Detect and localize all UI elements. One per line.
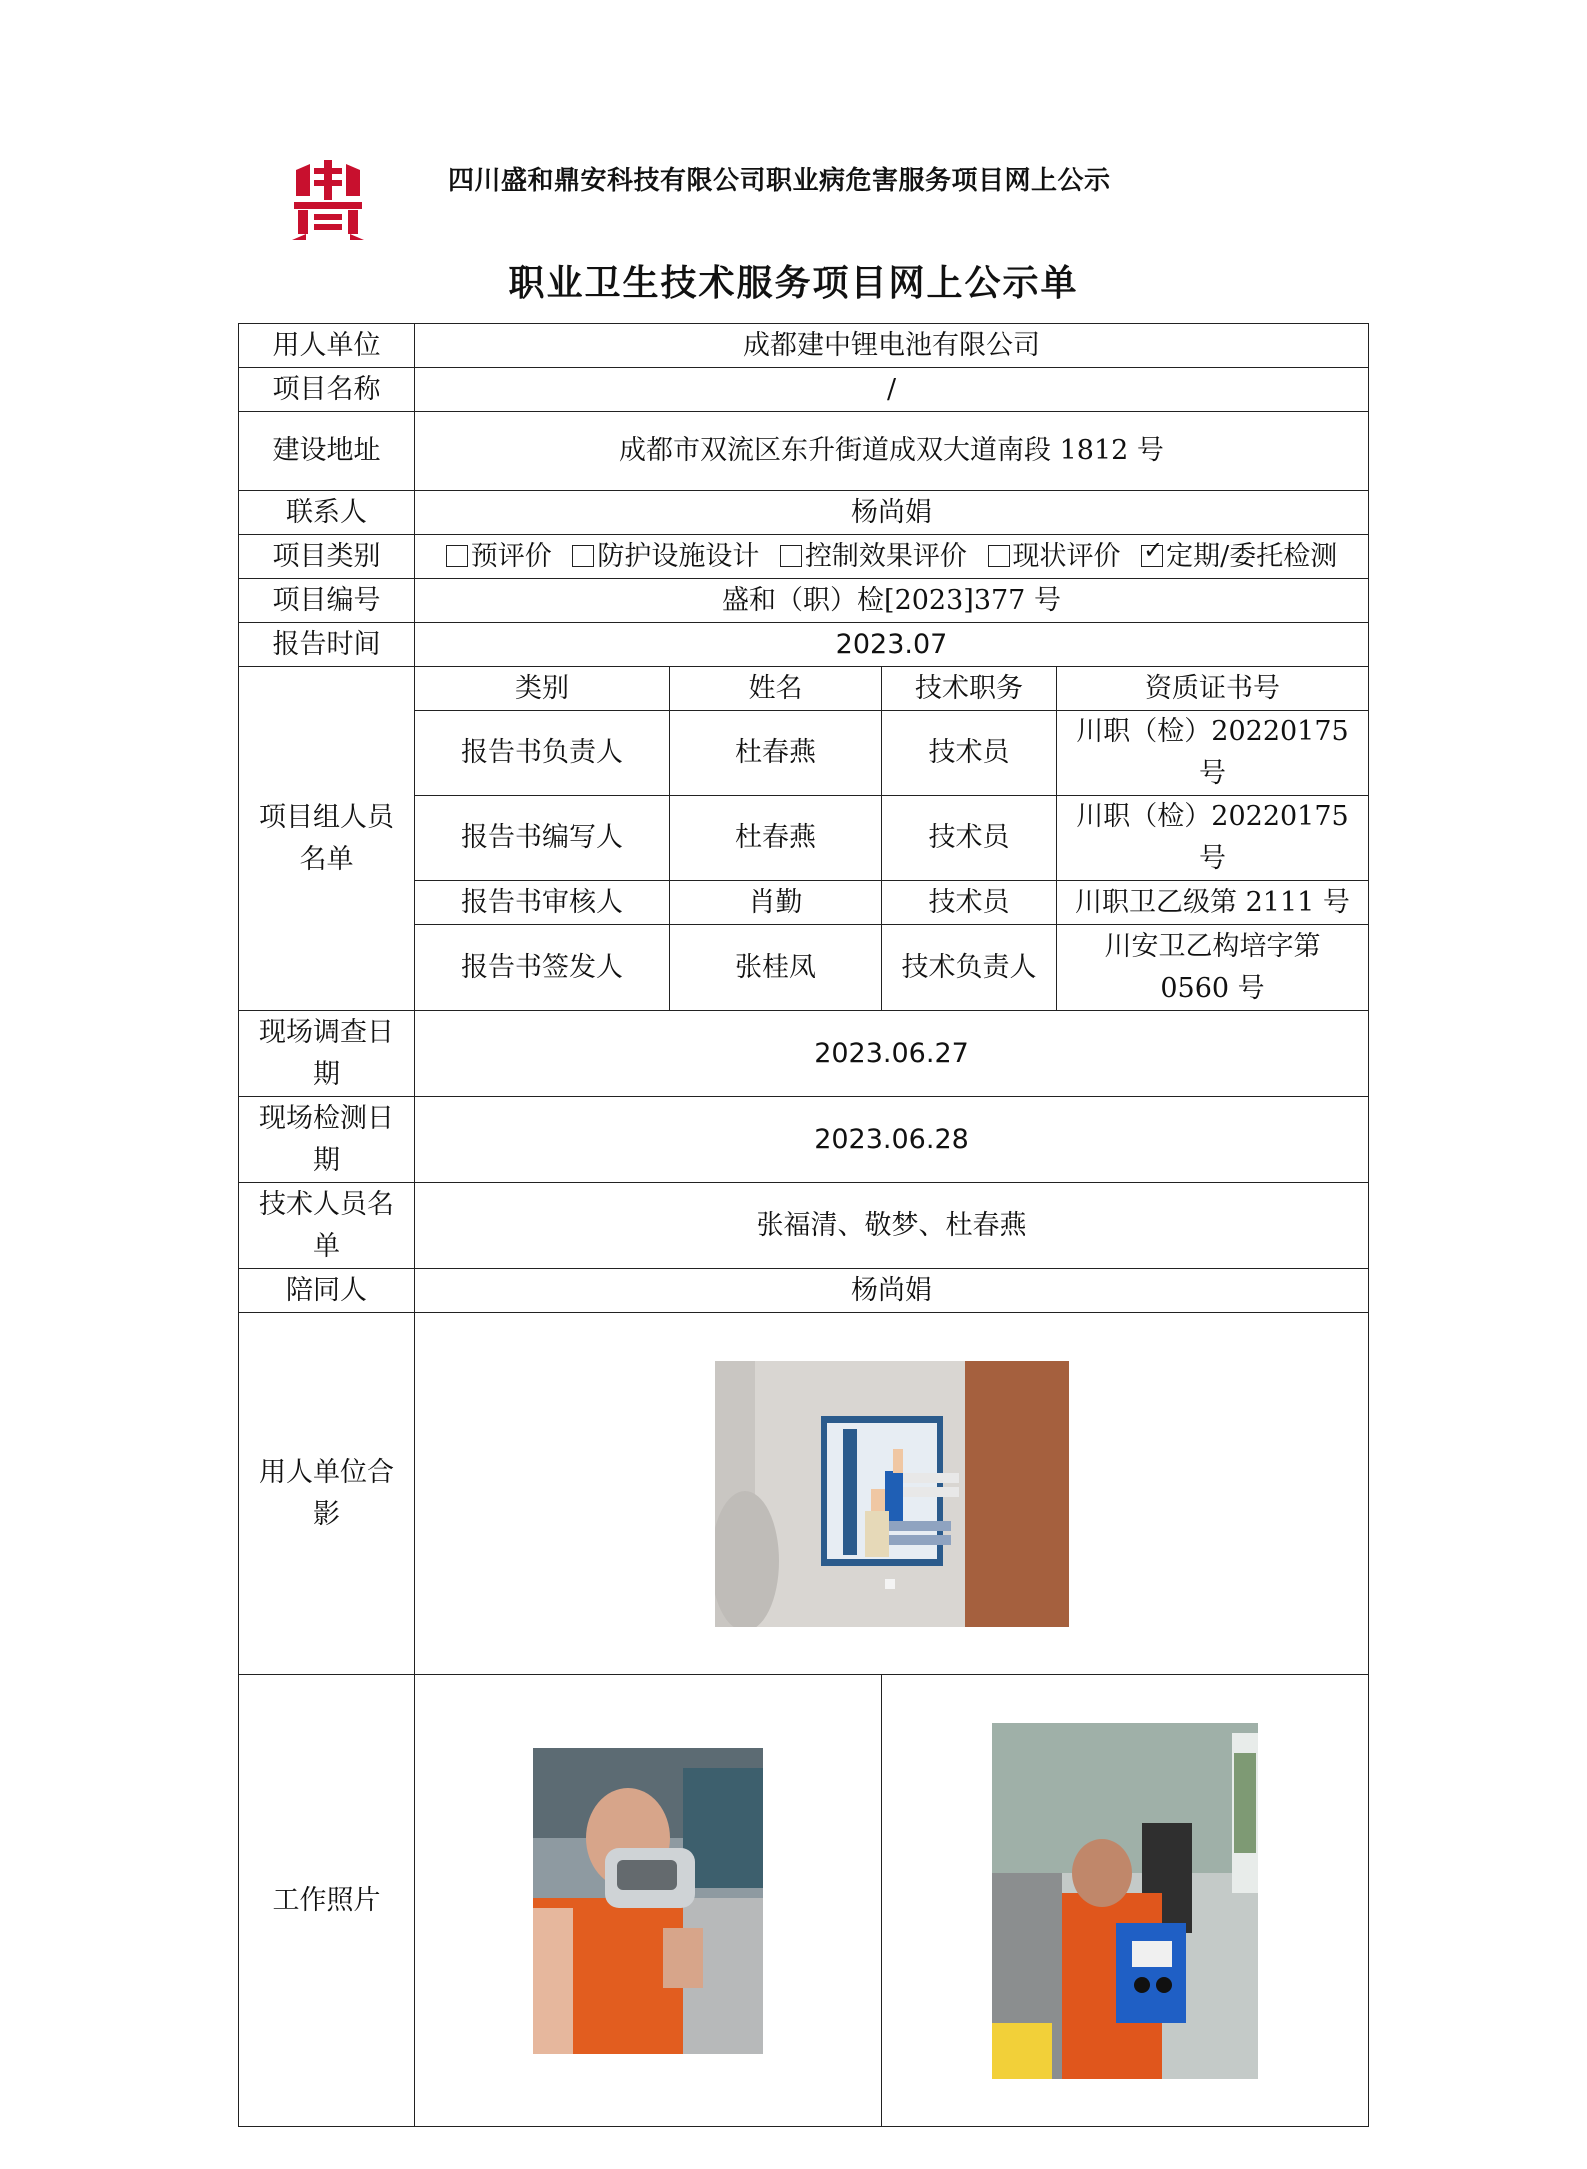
checkbox-icon[interactable] [572,545,594,567]
company-logo [290,160,366,240]
team-cert: 川职卫乙级第 2111 号 [1057,881,1369,925]
row-work-photos [239,1675,1369,2127]
row-project-name [239,368,1369,412]
row-team-header [239,667,1369,711]
work-photo-label: 工作照片 [239,1675,415,2127]
project-no-value: 盛和（职）检[2023]377 号 [415,579,1369,623]
contact-label: 联系人 [239,491,415,535]
team-title: 技术员 [882,711,1057,796]
row-contact [239,491,1369,535]
team-header-category: 类别 [415,667,670,711]
team-role: 报告书审核人 [415,881,670,925]
team-name: 杜春燕 [670,711,882,796]
checkbox-icon[interactable] [780,545,802,567]
category-option[interactable]: 现状评价 [988,541,1121,572]
escort-label: 陪同人 [239,1269,415,1313]
team-cert: 川安卫乙构培字第 0560 号 [1057,925,1369,1011]
group-photo-cell [415,1313,1369,1675]
page-title: 职业卫生技术服务项目网上公示单 [508,262,1079,304]
team-role: 报告书编写人 [415,796,670,881]
tech-staff-value: 张福清、敬梦、杜春燕 [415,1183,1369,1269]
team-label: 项目组人员 名单 [239,667,415,1011]
category-option[interactable]: 防护设施设计 [572,541,759,572]
row-test-date [239,1097,1369,1183]
checkbox-icon[interactable] [988,545,1010,567]
test-date-value: 2023.06.28 [415,1097,1369,1183]
team-title: 技术负责人 [882,925,1057,1011]
team-name: 杜春燕 [670,796,882,881]
category-label: 项目类别 [239,535,415,579]
report-time-value: 2023.07 [415,623,1369,667]
row-tech-staff [239,1183,1369,1269]
group-photo-label: 用人单位合 影 [239,1313,415,1675]
notice-form-table [238,323,1369,2127]
row-category [239,535,1369,579]
team-header-title: 技术职务 [882,667,1057,711]
work-photo-1 [533,1748,763,2054]
team-title: 技术员 [882,881,1057,925]
work-photo-2 [992,1723,1258,2079]
row-group-photo [239,1313,1369,1675]
employer-value: 成都建中锂电池有限公司 [415,324,1369,368]
team-cert: 川职（检）20220175 号 [1057,796,1369,881]
survey-date-value: 2023.06.27 [415,1011,1369,1097]
category-option[interactable]: ✓ 定期/委托检测 [1141,541,1337,572]
category-option[interactable]: 控制效果评价 [780,541,967,572]
report-time-label: 报告时间 [239,623,415,667]
employer-label: 用人单位 [239,324,415,368]
escort-value: 杨尚娟 [415,1269,1369,1313]
checkbox-checked-icon[interactable] [1141,545,1163,567]
project-name-label: 项目名称 [239,368,415,412]
category-option[interactable]: 预评价 [446,541,552,572]
team-role: 报告书负责人 [415,711,670,796]
row-address [239,412,1369,491]
row-report-time [239,623,1369,667]
team-name: 张桂凤 [670,925,882,1011]
group-photo [715,1361,1069,1627]
project-name-value: / [415,368,1369,412]
survey-date-label: 现场调查日 期 [239,1011,415,1097]
address-label: 建设地址 [239,412,415,491]
team-title: 技术员 [882,796,1057,881]
team-role: 报告书签发人 [415,925,670,1011]
work-photo-cell-2 [882,1675,1369,2127]
test-date-label: 现场检测日 期 [239,1097,415,1183]
project-no-label: 项目编号 [239,579,415,623]
address-value: 成都市双流区东升街道成双大道南段 1812 号 [415,412,1369,491]
tech-staff-label: 技术人员名 单 [239,1183,415,1269]
checkbox-icon[interactable] [446,545,468,567]
row-escort [239,1269,1369,1313]
team-header-cert: 资质证书号 [1057,667,1369,711]
team-cert: 川职（检）20220175 号 [1057,711,1369,796]
category-checkboxes [415,535,1369,579]
work-photo-cell-1 [415,1675,882,2127]
row-employer [239,324,1369,368]
company-header: 四川盛和鼎安科技有限公司职业病危害服务项目网上公示 [448,166,1111,196]
contact-value: 杨尚娟 [415,491,1369,535]
row-survey-date [239,1011,1369,1097]
team-header-name: 姓名 [670,667,882,711]
team-name: 肖勤 [670,881,882,925]
row-project-no [239,579,1369,623]
